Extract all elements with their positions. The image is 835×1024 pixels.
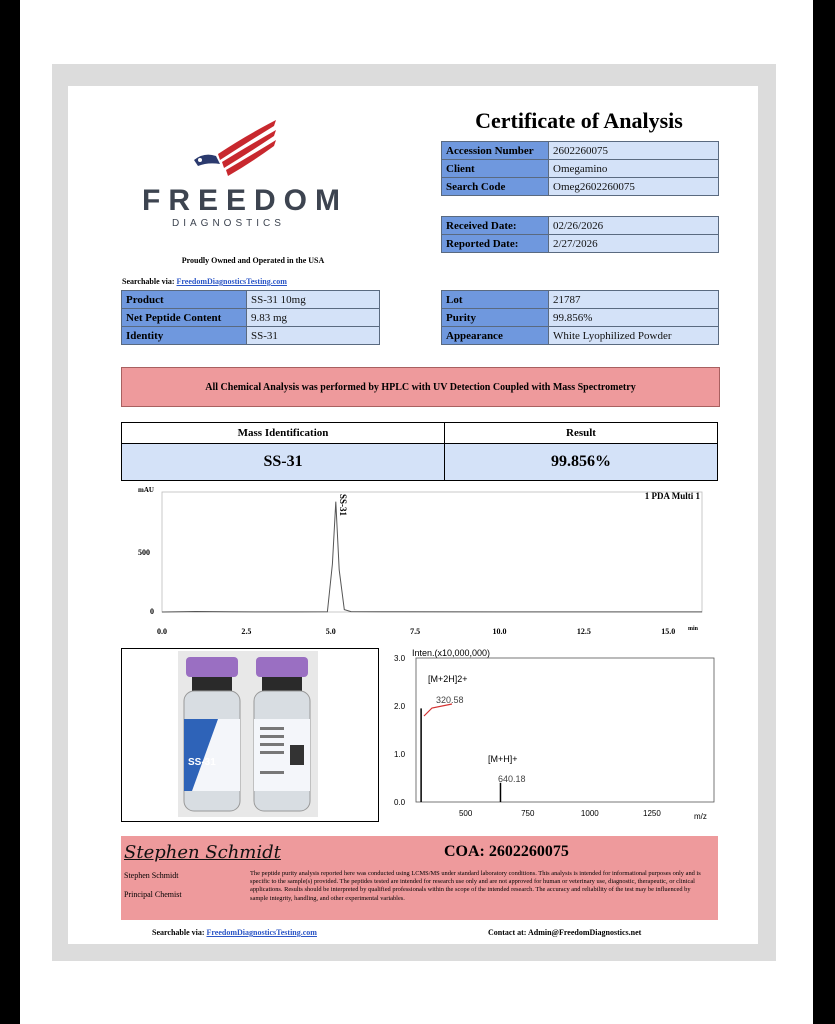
purity-label: Purity xyxy=(442,309,549,327)
lot-value: 21787 xyxy=(549,291,719,309)
accession-label: Accession Number xyxy=(442,142,549,160)
ms-y-tick-label: 3.0 xyxy=(394,654,406,663)
brand-subtitle: DIAGNOSTICS xyxy=(172,218,285,229)
owned-tagline: Proudly Owned and Operated in the USA xyxy=(181,256,325,265)
disclaimer-text: The peptide purity analysis reported here was conducted using LCMS/MS under standard laboratory conditions. This analysis is intended for informational purposes only and is specific to the sample(s) provided. The peptides tested are intended for research use only and are not approved for human or veterinary use, diagnostic, therapeutic, or clinical applications. Results should be interpreted by qualified professionals within the scope of the intended research. The accuracy and reliability of the test may be influenced by sample integrity, handling, and other experimental variables. xyxy=(250,870,701,902)
ms-ion-value-1: 320.58 xyxy=(436,695,464,705)
mass-id-header: Mass Identification xyxy=(122,423,445,444)
x-tick-label: 7.5 xyxy=(410,627,421,636)
ms-y-tick-label: 2.0 xyxy=(394,702,406,711)
appearance-value: White Lyophilized Powder xyxy=(549,327,719,345)
ms-ion-label-2: [M+H]+ xyxy=(488,754,518,764)
ms-x-tick-label: 500 xyxy=(458,809,473,818)
mass-identification-table xyxy=(121,422,718,481)
ms-y-tick-label: 0.0 xyxy=(394,798,406,807)
table-row xyxy=(442,217,719,235)
table-row xyxy=(442,178,719,196)
appearance-label: Appearance xyxy=(442,327,549,345)
search-code-label: Search Code xyxy=(442,178,549,196)
hplc-chromatogram xyxy=(120,484,720,640)
y-axis-label: mAU xyxy=(138,486,154,494)
table-row xyxy=(122,309,380,327)
x-tick-group xyxy=(157,627,675,636)
client-value: Omegamino xyxy=(549,160,719,178)
accession-value: 2602260075 xyxy=(549,142,719,160)
table-row xyxy=(442,160,719,178)
brand-wordmark: FREEDOM xyxy=(142,184,348,217)
x-tick-label: 15.0 xyxy=(661,627,676,636)
ms-ion-label-1: [M+2H]2+ xyxy=(428,674,468,684)
x-tick-label: 10.0 xyxy=(492,627,507,636)
dates-table xyxy=(441,216,719,253)
footer-searchable-label: Searchable via: xyxy=(152,928,205,937)
reported-date-label: Reported Date: xyxy=(442,235,549,253)
ms-x-unit: m/z xyxy=(694,812,707,821)
lot-table xyxy=(441,290,719,345)
method-banner: All Chemical Analysis was performed by HPLC with UV Detection Coupled with Mass Spectrometry xyxy=(121,367,720,407)
ms-x-tick-label: 1000 xyxy=(580,809,599,818)
signer-role: Principal Chemist xyxy=(124,890,182,899)
signer-name: Stephen Schmidt xyxy=(124,871,179,880)
ms-x-tick-group xyxy=(459,809,661,818)
purity-value: 99.856% xyxy=(549,309,719,327)
ms-y-tick-label: 1.0 xyxy=(394,750,406,759)
peak-label: SS-31 xyxy=(337,494,348,517)
net-peptide-value: 9.83 mg xyxy=(247,309,380,327)
received-date-label: Received Date: xyxy=(442,217,549,235)
table-row xyxy=(442,235,719,253)
table-row xyxy=(442,309,719,327)
ms-y-tick-group xyxy=(394,654,406,807)
product-label: Product xyxy=(122,291,247,309)
table-row xyxy=(122,423,718,444)
x-tick-label: 12.5 xyxy=(576,627,591,636)
eagle-flag-logo-icon xyxy=(190,118,280,180)
searchable-link[interactable]: FreedomDiagnosticsTesting.com xyxy=(176,277,287,286)
y-tick-0: 0 xyxy=(150,607,154,616)
mass-id-value: SS-31 xyxy=(122,444,445,481)
ms-annotation-line xyxy=(424,704,452,716)
x-tick-label: 2.5 xyxy=(241,627,252,636)
y-tick-500: 500 xyxy=(138,548,150,557)
footer-contact: Contact at: Admin@FreedomDiagnostics.net xyxy=(488,928,642,937)
mass-spectrum xyxy=(388,644,720,824)
result-header: Result xyxy=(445,423,718,444)
vials-illustration-icon xyxy=(122,649,378,821)
chromatogram-trace xyxy=(162,502,702,612)
ms-x-tick-label: 750 xyxy=(521,809,535,818)
table-row xyxy=(442,291,719,309)
product-value: SS-31 10mg xyxy=(247,291,380,309)
identity-label: Identity xyxy=(122,327,247,345)
product-photo xyxy=(121,648,379,822)
signature-script: Stephen Schmidt xyxy=(124,842,281,863)
reported-date-value: 2/27/2026 xyxy=(549,235,719,253)
net-peptide-label: Net Peptide Content xyxy=(122,309,247,327)
table-row xyxy=(442,327,719,345)
table-row xyxy=(122,327,380,345)
x-tick-label: 5.0 xyxy=(325,627,336,636)
footer-searchable-link[interactable]: FreedomDiagnosticsTesting.com xyxy=(206,928,317,937)
result-value: 99.856% xyxy=(445,444,718,481)
lot-label: Lot xyxy=(442,291,549,309)
table-row xyxy=(442,142,719,160)
search-code-value: Omeg2602260075 xyxy=(549,178,719,196)
product-table xyxy=(121,290,380,345)
ms-x-tick-label: 1250 xyxy=(643,809,661,818)
ms-ion-value-2: 640.18 xyxy=(498,774,526,784)
legend-label: 1 PDA Multi 1 xyxy=(644,491,700,501)
ms-y-axis-label: Inten.(x10,000,000) xyxy=(412,648,491,658)
page-title: Certificate of Analysis xyxy=(475,108,683,133)
searchable-line xyxy=(122,277,287,286)
coa-number: COA: 2602260075 xyxy=(444,843,569,860)
x-tick-label: 0.0 xyxy=(157,627,167,636)
accession-table xyxy=(441,141,719,196)
table-row xyxy=(122,291,380,309)
client-label: Client xyxy=(442,160,549,178)
searchable-label: Searchable via: xyxy=(122,277,175,286)
x-unit-label: min xyxy=(688,626,699,632)
identity-value: SS-31 xyxy=(247,327,380,345)
received-date-value: 02/26/2026 xyxy=(549,217,719,235)
svg-text:SS-31: SS-31 xyxy=(188,757,216,768)
footer-searchable xyxy=(152,928,317,937)
plot-frame xyxy=(162,492,702,612)
table-row xyxy=(122,444,718,481)
